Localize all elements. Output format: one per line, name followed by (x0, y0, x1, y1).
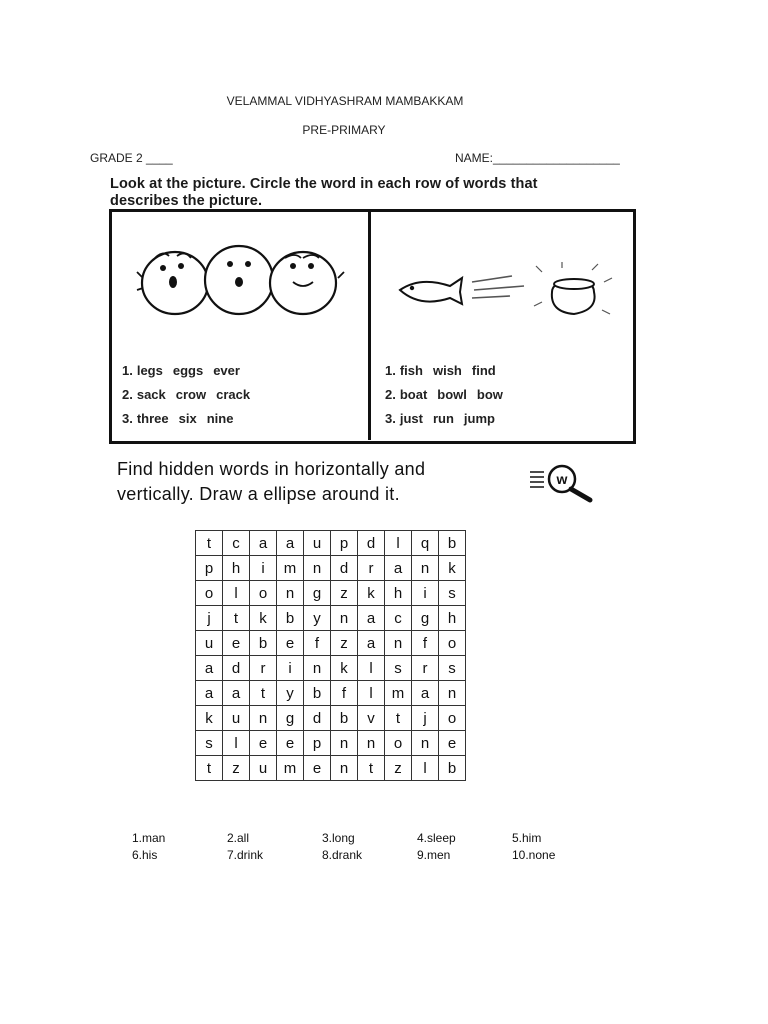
grid-cell[interactable]: u (196, 631, 223, 656)
grid-cell[interactable]: l (358, 681, 385, 706)
word-choice[interactable]: wish (432, 363, 462, 378)
grid-cell[interactable]: o (439, 706, 466, 731)
word-choice[interactable]: crow (175, 387, 207, 402)
grid-cell[interactable]: h (223, 556, 250, 581)
fish-and-bowl-illustration-icon (392, 262, 617, 322)
word-choice[interactable]: ever (213, 363, 240, 378)
section2-instruction (117, 457, 425, 507)
grid-cell[interactable]: z (331, 581, 358, 606)
grid-cell[interactable]: f (412, 631, 439, 656)
grid-cell[interactable]: f (304, 631, 331, 656)
grid-cell[interactable]: k (196, 706, 223, 731)
word-search-grid (195, 530, 466, 781)
word-row (385, 407, 513, 431)
word-bank-item: 8.drank (322, 848, 363, 862)
row-number: 2. (385, 387, 396, 402)
grid-cell[interactable]: k (358, 581, 385, 606)
grid-cell[interactable]: l (223, 731, 250, 756)
grid-cell[interactable]: y (304, 606, 331, 631)
grid-cell[interactable]: n (250, 706, 277, 731)
grid-cell[interactable]: r (250, 656, 277, 681)
row-number: 1. (385, 363, 396, 378)
instruction-line: Look at the picture. Circle the word in each row of words that (110, 176, 538, 192)
grid-cell[interactable]: b (439, 531, 466, 556)
grid-cell[interactable]: d (358, 531, 385, 556)
grid-cell[interactable]: q (412, 531, 439, 556)
word-choice[interactable]: find (471, 363, 496, 378)
grid-cell[interactable]: a (196, 656, 223, 681)
class-level: PRE-PRIMARY (302, 123, 386, 137)
grid-cell[interactable]: b (277, 606, 304, 631)
grid-cell[interactable]: c (223, 531, 250, 556)
word-bank-item: 10.none (512, 848, 556, 862)
grid-cell[interactable]: t (196, 531, 223, 556)
grid-cell[interactable]: r (358, 556, 385, 581)
grid-cell[interactable]: k (331, 656, 358, 681)
grid-cell[interactable]: l (412, 756, 439, 781)
grid-cell[interactable]: a (412, 681, 439, 706)
grid-cell[interactable]: z (385, 756, 412, 781)
grid-cell[interactable]: a (358, 606, 385, 631)
word-choice[interactable]: legs (136, 363, 163, 378)
instruction-line: vertically. Draw a ellipse around it. (117, 484, 400, 504)
word-bank-item: 4.sleep (417, 831, 456, 845)
word-choice[interactable]: nine (206, 411, 234, 426)
word-bank-item: 1.man (132, 831, 166, 845)
grid-cell[interactable]: g (277, 706, 304, 731)
word-choice[interactable]: bowl (437, 387, 467, 402)
grid-cell[interactable]: n (331, 731, 358, 756)
word-row (385, 359, 513, 383)
grid-cell[interactable]: e (304, 756, 331, 781)
grid-cell[interactable]: b (250, 631, 277, 656)
word-choice[interactable]: run (432, 411, 454, 426)
word-bank-item: 5.him (512, 831, 542, 845)
grid-cell[interactable]: z (331, 631, 358, 656)
row-number: 3. (385, 411, 396, 426)
eggs-illustration-icon (135, 238, 345, 318)
row-number: 1. (122, 363, 133, 378)
grid-cell[interactable]: h (385, 581, 412, 606)
word-choice[interactable]: crack (216, 387, 251, 402)
word-row (385, 383, 513, 407)
word-bank (132, 830, 607, 864)
grid-cell[interactable]: o (385, 731, 412, 756)
grid-cell[interactable]: b (439, 756, 466, 781)
grid-cell[interactable]: b (331, 706, 358, 731)
grid-cell[interactable]: d (331, 556, 358, 581)
word-choice[interactable]: bow (476, 387, 503, 402)
grid-cell[interactable]: o (250, 581, 277, 606)
grid-cell[interactable]: t (196, 756, 223, 781)
grid-cell[interactable]: s (439, 656, 466, 681)
grid-cell[interactable]: e (277, 631, 304, 656)
grid-cell[interactable]: j (412, 706, 439, 731)
grid-cell[interactable]: t (358, 756, 385, 781)
grid-cell[interactable]: m (385, 681, 412, 706)
grid-cell[interactable]: u (304, 531, 331, 556)
grid-cell[interactable]: s (196, 731, 223, 756)
grid-cell[interactable]: e (223, 631, 250, 656)
grid-cell[interactable]: e (250, 731, 277, 756)
grid-row (196, 631, 466, 656)
word-bank-row (132, 830, 607, 847)
word-bank-item: 7.drink (227, 848, 264, 862)
grid-cell[interactable]: s (385, 656, 412, 681)
word-choice[interactable]: six (178, 411, 197, 426)
grid-cell[interactable]: n (385, 631, 412, 656)
grid-row (196, 606, 466, 631)
grid-cell[interactable]: t (385, 706, 412, 731)
grid-cell[interactable]: o (196, 581, 223, 606)
grid-row (196, 731, 466, 756)
grid-cell[interactable]: g (412, 606, 439, 631)
grid-row (196, 756, 466, 781)
grid-cell[interactable]: n (331, 606, 358, 631)
grid-cell[interactable]: i (250, 556, 277, 581)
word-row (122, 407, 260, 431)
grid-cell[interactable]: e (439, 731, 466, 756)
word-bank-row (132, 847, 607, 864)
grid-cell[interactable]: m (277, 556, 304, 581)
grid-row (196, 531, 466, 556)
instruction-line: describes the picture. (110, 193, 263, 209)
section1-instruction (110, 176, 538, 210)
grid-row (196, 681, 466, 706)
grid-cell[interactable]: a (385, 556, 412, 581)
word-choice[interactable]: just (399, 411, 423, 426)
grade-field: GRADE 2 ____ (90, 151, 173, 165)
school-name: VELAMMAL VIDHYASHRAM MAMBAKKAM (226, 94, 464, 108)
grid-cell[interactable]: n (304, 656, 331, 681)
word-choice[interactable]: eggs (172, 363, 204, 378)
panel-divider (368, 210, 371, 440)
grid-cell[interactable]: n (439, 681, 466, 706)
grid-cell[interactable]: a (223, 681, 250, 706)
grid-cell[interactable]: p (331, 531, 358, 556)
row-number: 3. (122, 411, 133, 426)
grid-cell[interactable]: t (250, 681, 277, 706)
word-bank-item: 3.long (322, 831, 355, 845)
svg-text:w: w (556, 471, 568, 487)
grid-cell[interactable]: a (250, 531, 277, 556)
grid-cell[interactable]: d (223, 656, 250, 681)
word-choice[interactable]: fish (399, 363, 423, 378)
grid-cell[interactable]: j (196, 606, 223, 631)
grid-cell[interactable]: s (439, 581, 466, 606)
grid-cell[interactable]: h (439, 606, 466, 631)
grid-cell[interactable]: n (331, 756, 358, 781)
magnifier-w-icon (528, 462, 598, 504)
word-choice[interactable]: jump (463, 411, 495, 426)
grid-cell[interactable]: n (304, 556, 331, 581)
grid-cell[interactable]: v (358, 706, 385, 731)
grid-cell[interactable]: g (304, 581, 331, 606)
word-bank-item: 6.his (132, 848, 158, 862)
grid-cell[interactable]: l (358, 656, 385, 681)
grid-cell[interactable]: e (277, 731, 304, 756)
grid-cell[interactable]: l (223, 581, 250, 606)
grid-cell[interactable]: r (412, 656, 439, 681)
name-field: NAME:___________________ (455, 151, 620, 165)
grid-cell[interactable]: o (439, 631, 466, 656)
grid-cell[interactable]: n (412, 556, 439, 581)
grid-cell[interactable]: p (304, 731, 331, 756)
grid-cell[interactable]: f (331, 681, 358, 706)
grid-cell[interactable]: i (277, 656, 304, 681)
grid-cell[interactable]: c (385, 606, 412, 631)
word-row (122, 359, 260, 383)
grid-cell[interactable]: y (277, 681, 304, 706)
grid-cell[interactable]: n (358, 731, 385, 756)
grid-cell[interactable]: p (196, 556, 223, 581)
grid-cell[interactable]: k (439, 556, 466, 581)
word-choice[interactable]: sack (136, 387, 166, 402)
grid-cell[interactable]: m (277, 756, 304, 781)
grid-cell[interactable]: b (304, 681, 331, 706)
left-word-list (122, 359, 260, 431)
grid-cell[interactable]: n (412, 731, 439, 756)
grid-cell[interactable]: a (277, 531, 304, 556)
grid-cell[interactable]: u (223, 706, 250, 731)
grid-row (196, 706, 466, 731)
grid-cell[interactable]: l (385, 531, 412, 556)
grid-row (196, 556, 466, 581)
grid-cell[interactable]: k (250, 606, 277, 631)
right-word-list (385, 359, 513, 431)
grid-cell[interactable]: n (277, 581, 304, 606)
word-bank-item: 2.all (227, 831, 250, 845)
instruction-line: Find hidden words in horizontally and (117, 459, 426, 479)
row-number: 2. (122, 387, 133, 402)
grid-row (196, 656, 466, 681)
grid-cell[interactable]: i (412, 581, 439, 606)
word-row (122, 383, 260, 407)
grid-cell[interactable]: u (250, 756, 277, 781)
grid-cell[interactable]: a (196, 681, 223, 706)
grid-cell[interactable]: t (223, 606, 250, 631)
grid-cell[interactable]: z (223, 756, 250, 781)
grid-cell[interactable]: a (358, 631, 385, 656)
word-choice[interactable]: boat (399, 387, 428, 402)
grid-row (196, 581, 466, 606)
word-choice[interactable]: three (136, 411, 169, 426)
grid-cell[interactable]: d (304, 706, 331, 731)
word-bank-item: 9.men (417, 848, 451, 862)
